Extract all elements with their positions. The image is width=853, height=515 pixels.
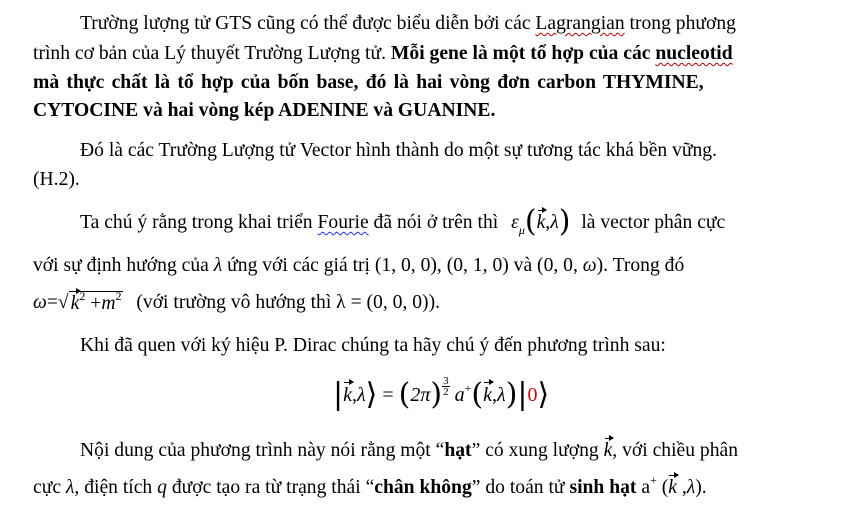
p5-line-1: Nội dung của phương trình này nói rằng một “hạt” có xung lượng k, với chiều phân [80,440,739,461]
spellcheck-fourie: Fourie [317,212,369,233]
p1-line-4: CYTOCINE và hai vòng kép ADENINE và GUANINE. [33,100,496,121]
p3-line-1: Ta chú ý rằng trong khai triển Fourie đã nói ở trên thì $\varepsilon_\mu(k,\lambda)$ là vector phân cực [80,204,726,239]
spellcheck-nucleotid: nucleotid [655,43,733,64]
polarization-vector-formula: $\varepsilon_\mu(k,\lambda)$ [511,204,571,239]
p2-line-2: (H.2). [33,169,80,190]
p1-line-3: mà thực chất là tổ hợp của bốn base, đó là hai vòng đơn carbon THYMINE, [33,72,704,93]
p3-line-2: với sự định hướng của λ ứng với các giá trị (1, 0, 0), (0, 1, 0) và (0, 0, ω). Trong đó [33,255,685,276]
p3-line-3: ω=√ $k^2 +m^2$ (với trường vô hướng thì λ = (0, 0, 0)). [33,290,440,316]
p4-line-1: Khi đã quen với ký hiệu P. Dirac chúng ta hãy chú ý đến phương trình sau: [80,335,666,356]
dirac-equation: |k,λ⟩ = (2π) $\frac{3}{2}$ a+(k,λ)|0⟩ [333,374,550,412]
p1-line-2: trình cơ bản của Lý thuyết Trường Lượng tử. Mỗi gene là một tổ hợp của các nucleotid [33,43,733,64]
omega-formula: ω=√ $k^2 +m^2$ [33,292,123,313]
p2-line-1: Đó là các Trường Lượng tử Vector hình thành do một sự tương tác khá bền vững. [80,140,717,161]
p5-line-2: cực λ, điện tích q được tạo ra từ trạng thái “chân không” do toán tử sinh hạt a+ (k ,λ). [33,473,707,498]
p1-line-1: Trường lượng tử GTS cũng có thể được biểu diễn bởi các Lagrangian trong phương [80,13,736,34]
spellcheck-lagrangian: Lagrangian [535,13,625,34]
